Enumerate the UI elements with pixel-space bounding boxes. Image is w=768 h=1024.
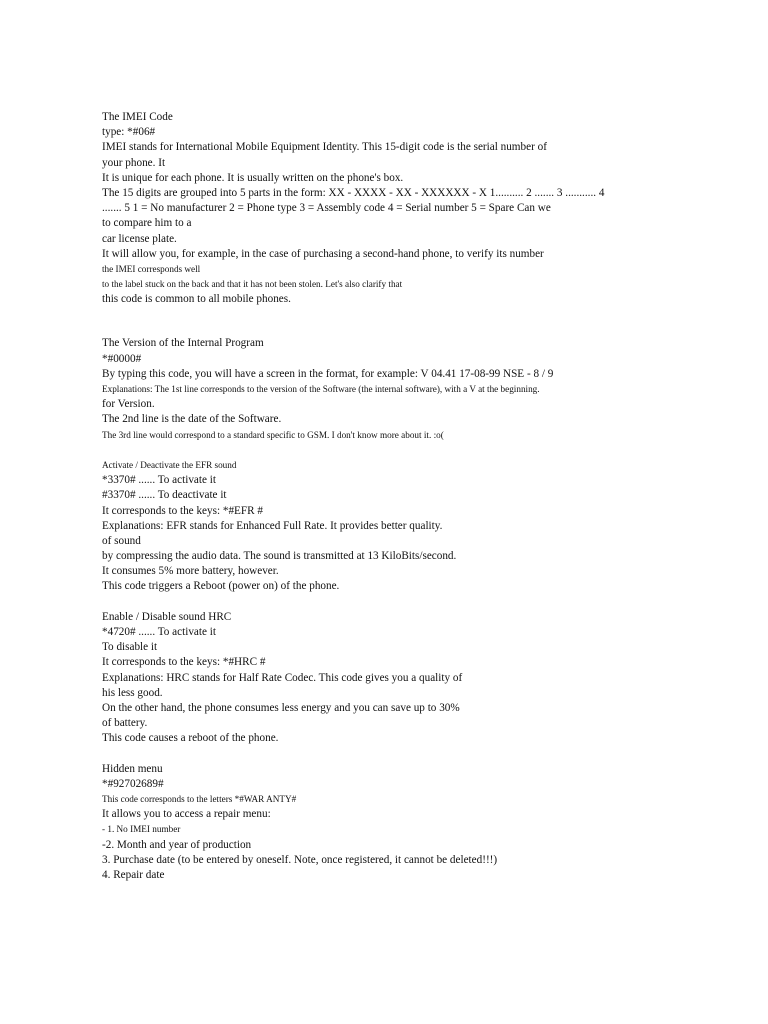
- section-heading: Enable / Disable sound HRC: [102, 610, 232, 623]
- section-spacer: [102, 443, 662, 458]
- text-line: the IMEI corresponds well: [102, 263, 201, 274]
- text-line: - 1. No IMEI number: [102, 824, 181, 835]
- text-line: #3370# ...... To deactivate it: [102, 489, 227, 502]
- section-block: [102, 336, 662, 442]
- section-heading: The IMEI Code: [102, 111, 173, 123]
- section-block: [102, 610, 662, 747]
- text-line: The 3rd line would correspond to a standard specific to GSM. I don't know more about it. :o(: [102, 429, 444, 440]
- section-block: [102, 458, 662, 595]
- text-line: car license plate.: [102, 232, 177, 245]
- text-line: Explanations: HRC stands for Half Rate Codec. This code gives you a quality of: [102, 671, 463, 684]
- text-line: This code triggers a Reboot (power on) of the phone.: [102, 580, 340, 593]
- text-line: -2. Month and year of production: [102, 838, 252, 851]
- text-line: this code is common to all mobile phones.: [102, 293, 291, 306]
- text-line: your phone. It: [102, 156, 166, 169]
- section-heading: The Version of the Internal Program: [102, 337, 264, 350]
- section-spacer: [102, 307, 662, 336]
- text-line: It is unique for each phone. It is usually written on the phone's box.: [102, 171, 404, 184]
- text-line: of battery.: [102, 717, 148, 730]
- text-line: It consumes 5% more battery, however.: [102, 565, 279, 578]
- section-block: [102, 110, 662, 307]
- text-line: This code corresponds to the letters *#WAR ANTY#: [102, 794, 297, 805]
- section-heading: Activate / Deactivate the EFR sound: [102, 459, 237, 470]
- section-heading: Hidden menu: [102, 762, 163, 775]
- text-line: Explanations: EFR stands for Enhanced Full Rate. It provides better quality.: [102, 519, 443, 532]
- text-line: of sound: [102, 534, 141, 547]
- text-line: IMEI stands for International Mobile Equipment Identity. This 15-digit code is the serial number of: [102, 141, 547, 154]
- text-line: *3370# ...... To activate it: [102, 474, 216, 487]
- text-line: to compare him to a: [102, 217, 192, 230]
- text-line: It corresponds to the keys: *#EFR #: [102, 504, 263, 517]
- text-line: his less good.: [102, 686, 163, 699]
- text-line: *4720# ...... To activate it: [102, 626, 216, 638]
- section-block: [102, 762, 662, 884]
- text-line: *#92702689#: [102, 777, 164, 790]
- text-line: It will allow you, for example, in the case of purchasing a second-hand phone, to verify its number: [102, 247, 544, 260]
- text-line: ....... 5 1 = No manufacturer 2 = Phone type 3 = Assembly code 4 = Serial number 5 = Spare Can we: [102, 202, 551, 215]
- text-line: by compressing the audio data. The sound is transmitted at 13 KiloBits/second.: [102, 550, 457, 563]
- text-line: The 15 digits are grouped into 5 parts in the form: XX - XXXX - XX - XXXXXX - X 1.......... 2 ....... 3 ........... 4: [102, 186, 605, 199]
- section-spacer: [102, 747, 662, 762]
- text-line: The 2nd line is the date of the Software.: [102, 413, 282, 426]
- text-line: to the label stuck on the back and that it has not been stolen. Let's also clarify that: [102, 279, 403, 290]
- text-line: for Version.: [102, 398, 155, 411]
- text-line: This code causes a reboot of the phone.: [102, 732, 279, 745]
- text-line: On the other hand, the phone consumes less energy and you can save up to 30%: [102, 701, 460, 714]
- text-line: To disable it: [102, 641, 158, 654]
- document-body: [102, 110, 662, 883]
- text-line: It allows you to access a repair menu:: [102, 808, 271, 821]
- document-page: [102, 110, 662, 883]
- text-line: Explanations: The 1st line corresponds to the version of the Software (the internal software), with a V at the beginning.: [102, 384, 540, 394]
- text-line: type: *#06#: [102, 126, 156, 139]
- text-line: *#0000#: [102, 352, 142, 365]
- section-spacer: [102, 595, 662, 610]
- text-line: By typing this code, you will have a screen in the format, for example: V 04.41 17-08-99 NSE - 8 / 9: [102, 367, 554, 380]
- text-line: 4. Repair date: [102, 869, 165, 881]
- text-line: 3. Purchase date (to be entered by oneself. Note, once registered, it cannot be deleted!!!): [102, 853, 498, 866]
- text-line: It corresponds to the keys: *#HRC #: [102, 656, 266, 669]
